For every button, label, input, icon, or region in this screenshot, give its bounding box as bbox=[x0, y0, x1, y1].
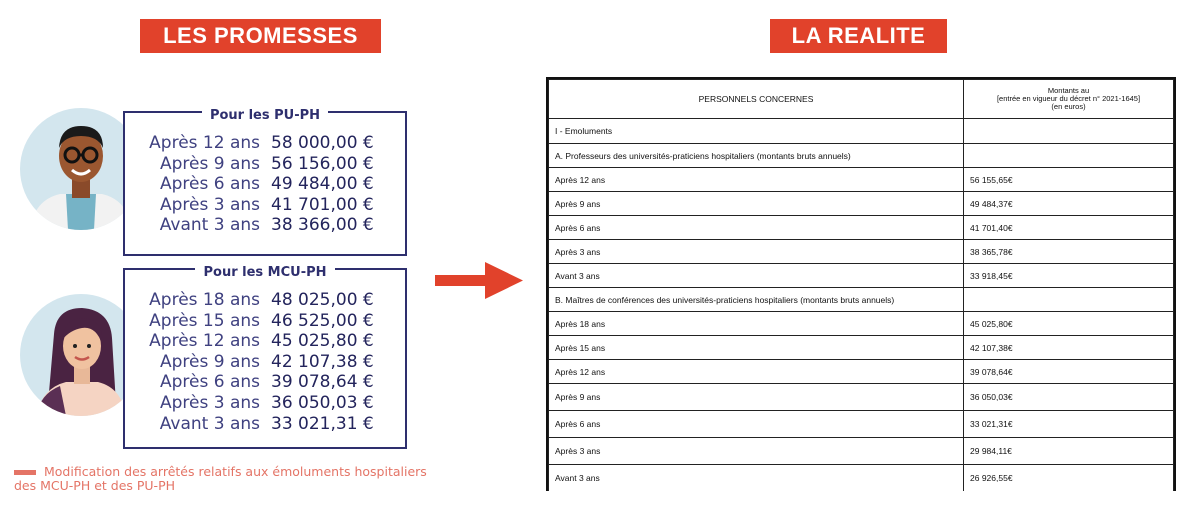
table-row bbox=[549, 312, 1174, 336]
row-label: Avant 3 ans bbox=[549, 465, 964, 492]
table-row bbox=[549, 168, 1174, 192]
promise-label: Après 12 ans bbox=[149, 133, 260, 153]
row-label: Après 18 ans bbox=[549, 312, 964, 336]
row-label: Après 6 ans bbox=[549, 411, 964, 438]
row-label: I - Emoluments bbox=[549, 119, 964, 144]
row-value: 33 021,31€ bbox=[964, 411, 1174, 438]
promise-value: 41 701,00 € bbox=[271, 194, 374, 215]
header-amounts bbox=[964, 80, 1174, 119]
row-label: A. Professeurs des universités-praticiens hospitaliers (montants bruts annuels) bbox=[549, 144, 964, 168]
table-row bbox=[549, 384, 1174, 411]
table-header-row bbox=[549, 80, 1174, 119]
table-row bbox=[549, 465, 1174, 492]
row-value: 26 926,55€ bbox=[964, 465, 1174, 492]
promises-banner: LES PROMESSES bbox=[140, 19, 381, 53]
promise-value: 33 021,31 € bbox=[271, 413, 374, 434]
table-row bbox=[549, 240, 1174, 264]
row-label: Après 9 ans bbox=[549, 192, 964, 216]
promise-label: Après 6 ans bbox=[159, 372, 260, 393]
row-label: Avant 3 ans bbox=[549, 264, 964, 288]
decree-table-document bbox=[546, 77, 1176, 491]
row-value: 41 701,40€ bbox=[964, 216, 1174, 240]
row-label: Après 3 ans bbox=[549, 240, 964, 264]
mcu-ph-promises-box bbox=[123, 265, 407, 449]
promise-row bbox=[125, 290, 405, 311]
promise-row bbox=[125, 393, 405, 414]
table-row bbox=[549, 360, 1174, 384]
promise-value: 48 025,00 € bbox=[271, 290, 374, 310]
table-row bbox=[549, 336, 1174, 360]
row-label: Après 15 ans bbox=[549, 336, 964, 360]
row-value bbox=[964, 144, 1174, 168]
promise-row bbox=[125, 215, 405, 236]
row-value bbox=[964, 288, 1174, 312]
promise-label: Après 15 ans bbox=[149, 310, 260, 331]
row-label: Après 6 ans bbox=[549, 216, 964, 240]
promise-label: Après 12 ans bbox=[149, 331, 260, 352]
row-value bbox=[964, 119, 1174, 144]
promise-row bbox=[125, 174, 405, 195]
promise-value: 42 107,38 € bbox=[271, 351, 374, 372]
promise-label: Après 3 ans bbox=[159, 194, 260, 215]
row-value: 38 365,78€ bbox=[964, 240, 1174, 264]
row-label: Après 9 ans bbox=[549, 384, 964, 411]
header-amounts-line2: [entrée en vigueur du décret n° 2021-1645] bbox=[996, 94, 1141, 103]
row-label: B. Maîtres de conférences des universités-praticiens hospitaliers (montants bruts annuels) bbox=[549, 288, 964, 312]
row-value: 45 025,80€ bbox=[964, 312, 1174, 336]
decree-table bbox=[548, 79, 1174, 491]
table-row bbox=[549, 264, 1174, 288]
promise-value: 56 156,00 € bbox=[271, 153, 374, 174]
promise-label: Après 18 ans bbox=[149, 290, 260, 310]
table-row bbox=[549, 288, 1174, 312]
promise-label: Après 9 ans bbox=[159, 351, 260, 372]
table-row bbox=[549, 119, 1174, 144]
promise-value: 36 050,03 € bbox=[271, 392, 374, 413]
table-row bbox=[549, 216, 1174, 240]
header-personnel: PERSONNELS CONCERNES bbox=[549, 80, 964, 119]
promise-label: Après 3 ans bbox=[159, 392, 260, 413]
promise-row bbox=[125, 331, 405, 352]
row-value: 29 984,11€ bbox=[964, 438, 1174, 465]
promise-row bbox=[125, 311, 405, 332]
promise-value: 39 078,64 € bbox=[271, 372, 374, 393]
promise-row bbox=[125, 352, 405, 373]
promise-value: 45 025,80 € bbox=[271, 331, 374, 352]
legend-dash-icon bbox=[14, 470, 36, 475]
promise-row bbox=[125, 133, 405, 154]
row-label: Après 12 ans bbox=[549, 360, 964, 384]
promise-label: Avant 3 ans bbox=[159, 413, 260, 434]
row-value: 49 484,37€ bbox=[964, 192, 1174, 216]
promise-value: 49 484,00 € bbox=[271, 174, 374, 195]
row-label: Après 3 ans bbox=[549, 438, 964, 465]
row-value: 36 050,03€ bbox=[964, 384, 1174, 411]
pu-ph-promises-box bbox=[123, 108, 407, 256]
right-arrow-icon bbox=[435, 262, 525, 300]
row-value: 42 107,38€ bbox=[964, 336, 1174, 360]
row-label: Après 12 ans bbox=[549, 168, 964, 192]
promise-row bbox=[125, 154, 405, 175]
promise-row bbox=[125, 195, 405, 216]
promise-label: Après 6 ans bbox=[159, 174, 260, 195]
table-row bbox=[549, 411, 1174, 438]
promise-label: Avant 3 ans bbox=[159, 215, 260, 236]
header-amounts-line1: Montants au bbox=[1047, 86, 1090, 95]
row-value: 33 918,45€ bbox=[964, 264, 1174, 288]
legend bbox=[14, 465, 434, 493]
legend-text: Modification des arrêtés relatifs aux émoluments hospitaliers des MCU-PH et des PU-PH bbox=[14, 464, 427, 493]
row-value: 39 078,64€ bbox=[964, 360, 1174, 384]
reality-banner: LA REALITE bbox=[770, 19, 947, 53]
promise-row bbox=[125, 414, 405, 435]
table-row bbox=[549, 144, 1174, 168]
promise-value: 38 366,00 € bbox=[271, 215, 374, 236]
header-amounts-line3: (en euros) bbox=[1051, 102, 1086, 111]
promise-row bbox=[125, 372, 405, 393]
promise-value: 46 525,00 € bbox=[271, 310, 374, 331]
pu-ph-title: Pour les PU-PH bbox=[202, 108, 328, 123]
table-row bbox=[549, 192, 1174, 216]
row-value: 56 155,65€ bbox=[964, 168, 1174, 192]
promise-label: Après 9 ans bbox=[159, 153, 260, 174]
mcu-ph-title: Pour les MCU-PH bbox=[195, 265, 334, 280]
promise-value: 58 000,00 € bbox=[271, 133, 374, 153]
table-row bbox=[549, 438, 1174, 465]
